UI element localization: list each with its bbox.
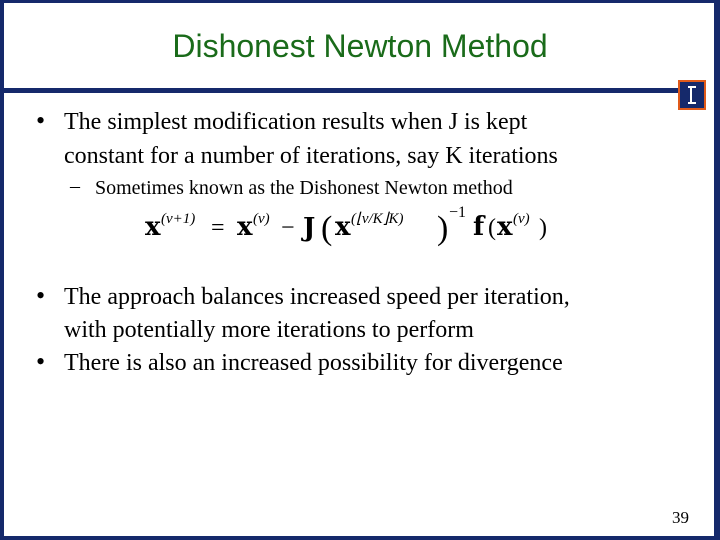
svg-text:=: = [211, 215, 225, 241]
svg-text:x: x [237, 212, 253, 242]
page-number: 39 [672, 508, 689, 527]
frame-bottom-border [0, 536, 720, 540]
svg-text:(ν+1): (ν+1) [161, 211, 196, 227]
bullet-2-line-1-text: The approach balances increased speed per iteration, [64, 284, 570, 310]
title-divider [0, 88, 680, 93]
illinois-logo-icon [678, 80, 706, 110]
svg-text:(⌊ν/K⌋K): (⌊ν/K⌋K) [351, 211, 404, 227]
bullet-1-line-1-text: The simplest modification results when J is kept [64, 109, 528, 135]
bullet-1-line-2-text: constant for a number of iterations, say K iterations [64, 143, 558, 169]
svg-text:x: x [497, 212, 513, 242]
bullet-3-line-1-text: There is also an increased possibility for divergence [64, 350, 563, 376]
bullet-icon: • [36, 347, 46, 376]
bullet-3-line-1 [64, 351, 563, 375]
svg-text:−1: −1 [449, 204, 467, 221]
svg-text:): ) [437, 210, 449, 247]
frame-right-border [714, 0, 720, 540]
svg-text:J: J [303, 213, 316, 243]
bullet-1-line-1 [64, 110, 527, 134]
bullet-2-line-2-text: with potentially more iterations to perform [64, 317, 474, 343]
bullet-2-line-2 [64, 318, 474, 342]
svg-text:(ν): (ν) [513, 211, 530, 227]
slide-title: Dishonest Newton Method [172, 28, 548, 64]
svg-text:x: x [335, 212, 351, 242]
svg-text:−: − [281, 215, 295, 241]
svg-text:(ν): (ν) [253, 211, 270, 227]
svg-text:(: ( [321, 210, 333, 247]
sub-bullet-dash-icon: – [70, 175, 80, 197]
svg-text:f: f [473, 212, 485, 242]
bullet-icon: • [36, 281, 46, 310]
bullet-icon: • [36, 106, 46, 135]
svg-text:x: x [145, 212, 161, 242]
dishonest-newton-equation [145, 203, 585, 247]
bullet-1-line-2 [64, 144, 558, 168]
sub-bullet-text: Sometimes known as the Dishonest Newton method [95, 177, 513, 199]
block-i-icon [688, 86, 696, 104]
frame-top-border [0, 0, 720, 3]
svg-text:(: ( [488, 215, 496, 241]
svg-text:): ) [539, 215, 547, 241]
frame-left-border [0, 0, 4, 540]
bullet-2-line-1 [64, 285, 570, 309]
